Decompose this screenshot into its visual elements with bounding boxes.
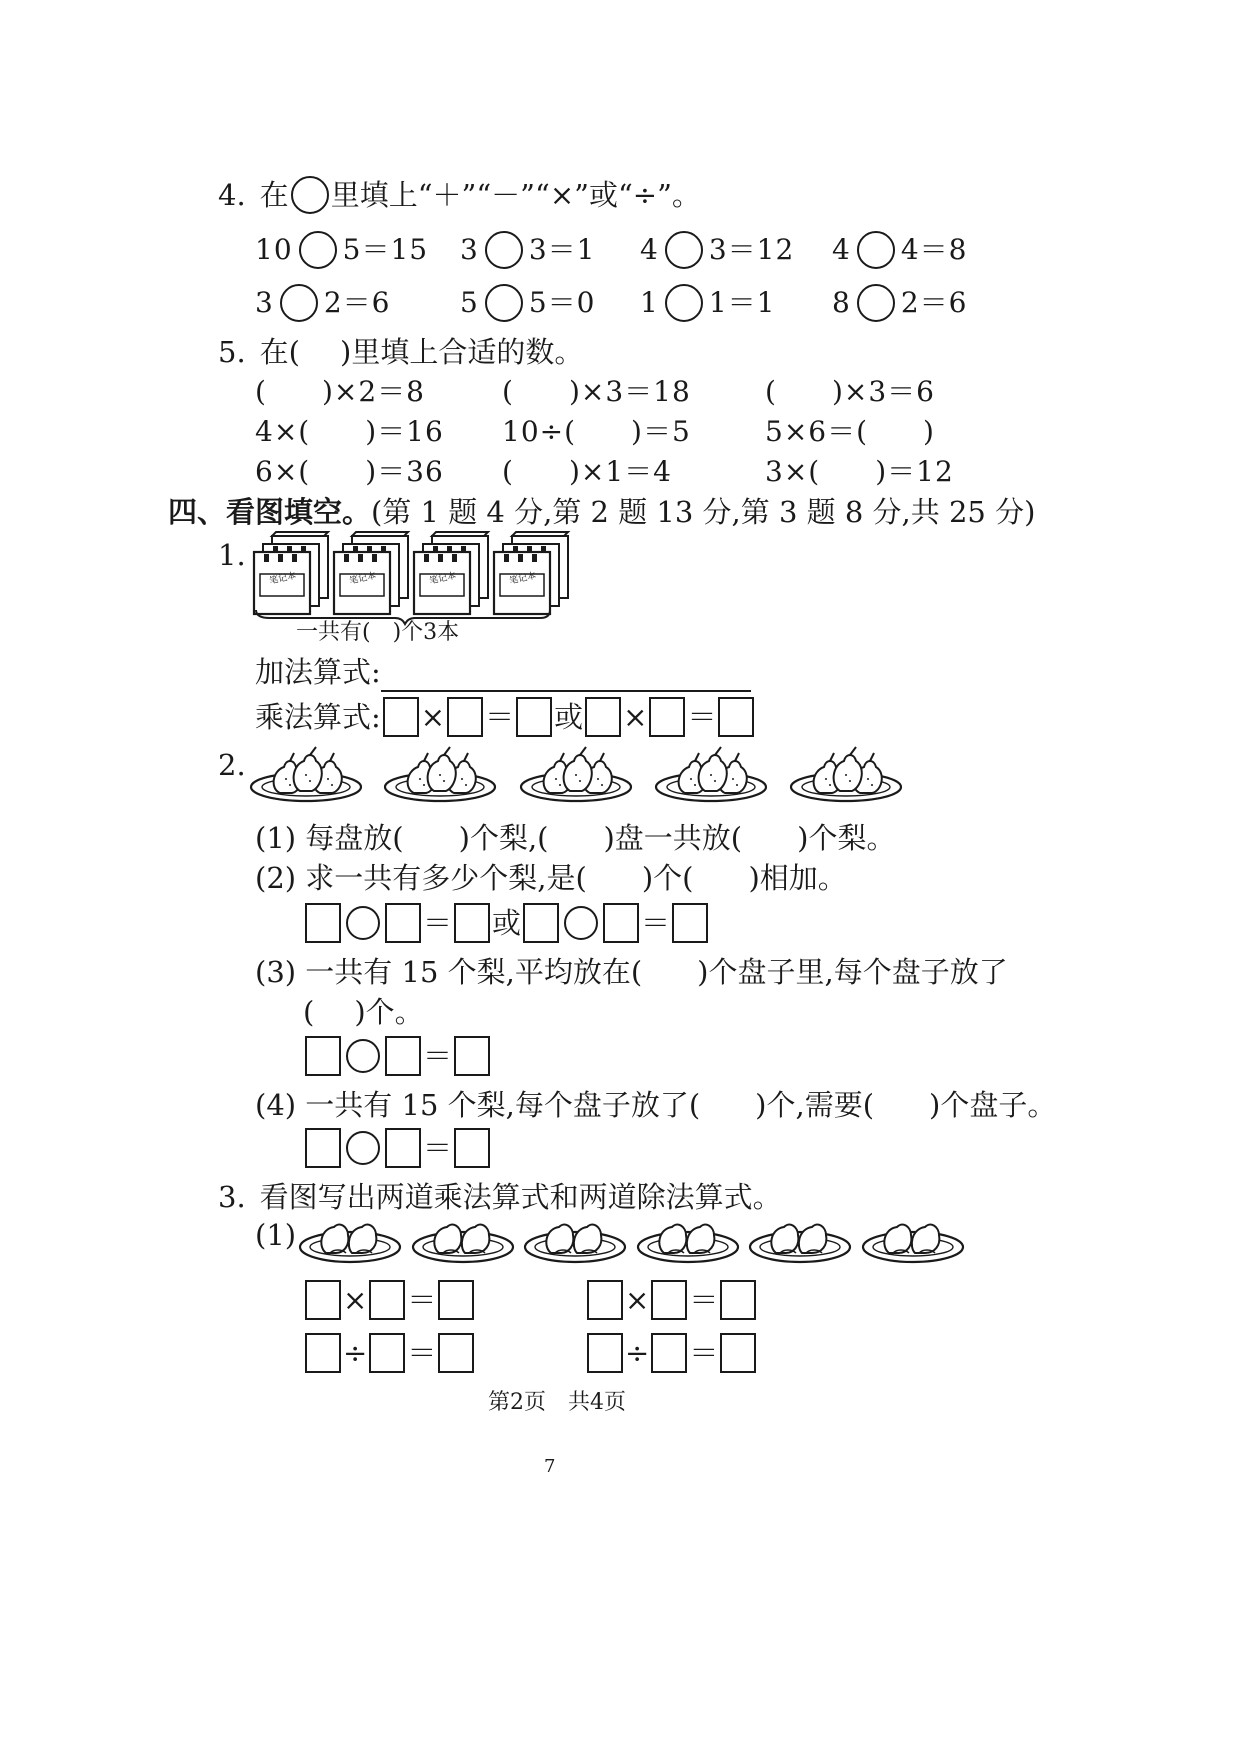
- answer-circle[interactable]: [857, 231, 895, 269]
- q4-title: [218, 175, 701, 215]
- q5-item[interactable]: ( )×1＝4: [502, 455, 672, 488]
- p3-div-row: ÷ ＝: [303, 1333, 476, 1373]
- mul-row: 乘法算式: × ＝ 或 × ＝: [255, 697, 756, 737]
- answer-box[interactable]: [523, 903, 559, 943]
- answer-box[interactable]: [305, 1036, 341, 1076]
- page-footer: 第2页 共4页: [488, 1390, 626, 1415]
- answer-box[interactable]: [438, 1333, 474, 1373]
- peach-plates-illustration: [300, 1213, 970, 1273]
- q4-item: 3 3＝1: [460, 230, 595, 270]
- pear-plates-illustration: [250, 745, 920, 810]
- answer-box[interactable]: [454, 1036, 490, 1076]
- answer-circle[interactable]: [346, 1131, 380, 1165]
- q5-number: 5.: [218, 335, 246, 369]
- q4-item: 4 3＝12: [640, 230, 794, 270]
- p3-number: 3.: [218, 1180, 246, 1214]
- answer-circle[interactable]: [665, 231, 703, 269]
- page-number: 7: [544, 1456, 556, 1477]
- p3-mul-row: × ＝: [585, 1280, 758, 1320]
- q4-item: 5 5＝0: [460, 283, 595, 323]
- q5-item[interactable]: 10÷( )＝5: [502, 415, 691, 448]
- q5-item[interactable]: 4×( )＝16: [255, 415, 444, 448]
- q5-title: 5. 在( )里填上合适的数。: [218, 332, 583, 372]
- p3-div-row: ÷ ＝: [585, 1333, 758, 1373]
- q5-item[interactable]: 5×6＝( ): [765, 415, 935, 448]
- answer-box[interactable]: [585, 697, 621, 737]
- peach-plate: [300, 1225, 400, 1262]
- answer-box[interactable]: [454, 903, 490, 943]
- answer-box[interactable]: [305, 1128, 341, 1168]
- q4-item: 4 4＝8: [832, 230, 967, 270]
- answer-box[interactable]: [720, 1280, 756, 1320]
- pear-plate: [251, 747, 361, 801]
- peach-plate: [525, 1225, 625, 1262]
- peach-plate: [863, 1225, 963, 1262]
- mul-label: 乘法算式:: [255, 700, 381, 734]
- p2-s4: (4) 一共有 15 个梨,每个盘子放了( )个,需要( )个盘子。: [255, 1088, 1057, 1122]
- p1-number: 1.: [218, 538, 246, 572]
- q4-number: 4.: [218, 178, 246, 212]
- p2-s3: (3) 一共有 15 个梨,平均放在( )个盘子里,每个盘子放了: [255, 955, 1008, 989]
- add-answer-line[interactable]: [381, 660, 751, 692]
- q5-item[interactable]: ( )×2＝8: [255, 375, 425, 408]
- answer-box[interactable]: [383, 697, 419, 737]
- peach-plate: [750, 1225, 850, 1262]
- answer-box[interactable]: [587, 1280, 623, 1320]
- pear-plate: [521, 747, 631, 801]
- p2-equation-row: ＝: [303, 1036, 492, 1076]
- p3-sub: (1): [255, 1218, 297, 1252]
- answer-box[interactable]: [438, 1280, 474, 1320]
- answer-circle[interactable]: [346, 906, 380, 940]
- p3-mul-row: × ＝: [303, 1280, 476, 1320]
- answer-box[interactable]: [447, 697, 483, 737]
- answer-box[interactable]: [369, 1280, 405, 1320]
- answer-box[interactable]: [603, 903, 639, 943]
- answer-box[interactable]: [305, 903, 341, 943]
- answer-box[interactable]: [385, 903, 421, 943]
- p2-equation-row: ＝: [303, 1128, 492, 1168]
- q5-item[interactable]: 6×( )＝36: [255, 455, 444, 488]
- answer-circle[interactable]: [665, 284, 703, 322]
- pear-plate: [656, 747, 766, 801]
- answer-circle[interactable]: [485, 284, 523, 322]
- pear-plate: [385, 747, 495, 801]
- answer-box[interactable]: [587, 1333, 623, 1373]
- p2-equation-row: ＝ 或 ＝: [303, 903, 710, 943]
- section-scoring: (第 1 题 4 分,第 2 题 13 分,第 3 题 8 分,共 25 分): [371, 495, 1036, 529]
- answer-box[interactable]: [651, 1280, 687, 1320]
- q5-item[interactable]: ( )×3＝6: [765, 375, 935, 408]
- brace-label: 一共有( )个3本: [296, 620, 460, 645]
- answer-circle[interactable]: [299, 231, 337, 269]
- add-label: 加法算式:: [255, 655, 381, 689]
- circle-icon: [291, 176, 329, 214]
- answer-box[interactable]: [369, 1333, 405, 1373]
- notebook-label: 笔记本: [348, 571, 378, 587]
- answer-box[interactable]: [305, 1280, 341, 1320]
- q4-suffix: 里填上“＋”“－”“×”或“÷”。: [330, 178, 701, 212]
- section-title: 四、看图填空。: [168, 495, 372, 529]
- answer-box[interactable]: [672, 903, 708, 943]
- p3-title: 3. 看图写出两道乘法算式和两道除法算式。: [218, 1180, 782, 1214]
- peach-plate: [413, 1225, 513, 1262]
- p2-s1: (1) 每盘放( )个梨,( )盘一共放( )个梨。: [255, 821, 896, 855]
- p2-number: 2.: [218, 748, 246, 782]
- answer-circle[interactable]: [280, 284, 318, 322]
- answer-box[interactable]: [651, 1333, 687, 1373]
- q4-item: 8 2＝6: [832, 283, 967, 323]
- answer-circle[interactable]: [564, 906, 598, 940]
- q5-item[interactable]: ( )×3＝18: [502, 375, 691, 408]
- answer-box[interactable]: [385, 1128, 421, 1168]
- notebook-label: 笔记本: [428, 571, 458, 587]
- answer-circle[interactable]: [857, 284, 895, 322]
- p2-s3-cont: ( )个。: [303, 995, 424, 1029]
- q5-item[interactable]: 3×( )＝12: [765, 455, 954, 488]
- q4-prefix: 在: [259, 178, 289, 212]
- answer-box[interactable]: [516, 697, 552, 737]
- answer-box[interactable]: [720, 1333, 756, 1373]
- notebook-label: 笔记本: [508, 571, 538, 587]
- answer-box[interactable]: [649, 697, 685, 737]
- add-row: [255, 652, 751, 692]
- pear-plate: [791, 747, 901, 801]
- q4-item: 3 2＝6: [255, 283, 390, 323]
- q4-item: 1 1＝1: [640, 283, 775, 323]
- answer-circle[interactable]: [485, 231, 523, 269]
- answer-circle[interactable]: [346, 1039, 380, 1073]
- answer-box[interactable]: [454, 1128, 490, 1168]
- peach-plate: [638, 1225, 738, 1262]
- answer-box[interactable]: [718, 697, 754, 737]
- notebook-label: 笔记本: [268, 571, 298, 587]
- q4-item: 10 5＝15: [255, 230, 428, 270]
- section-heading: [168, 492, 1035, 532]
- answer-box[interactable]: [385, 1036, 421, 1076]
- p2-s2: (2) 求一共有多少个梨,是( )个( )相加。: [255, 861, 847, 895]
- answer-box[interactable]: [305, 1333, 341, 1373]
